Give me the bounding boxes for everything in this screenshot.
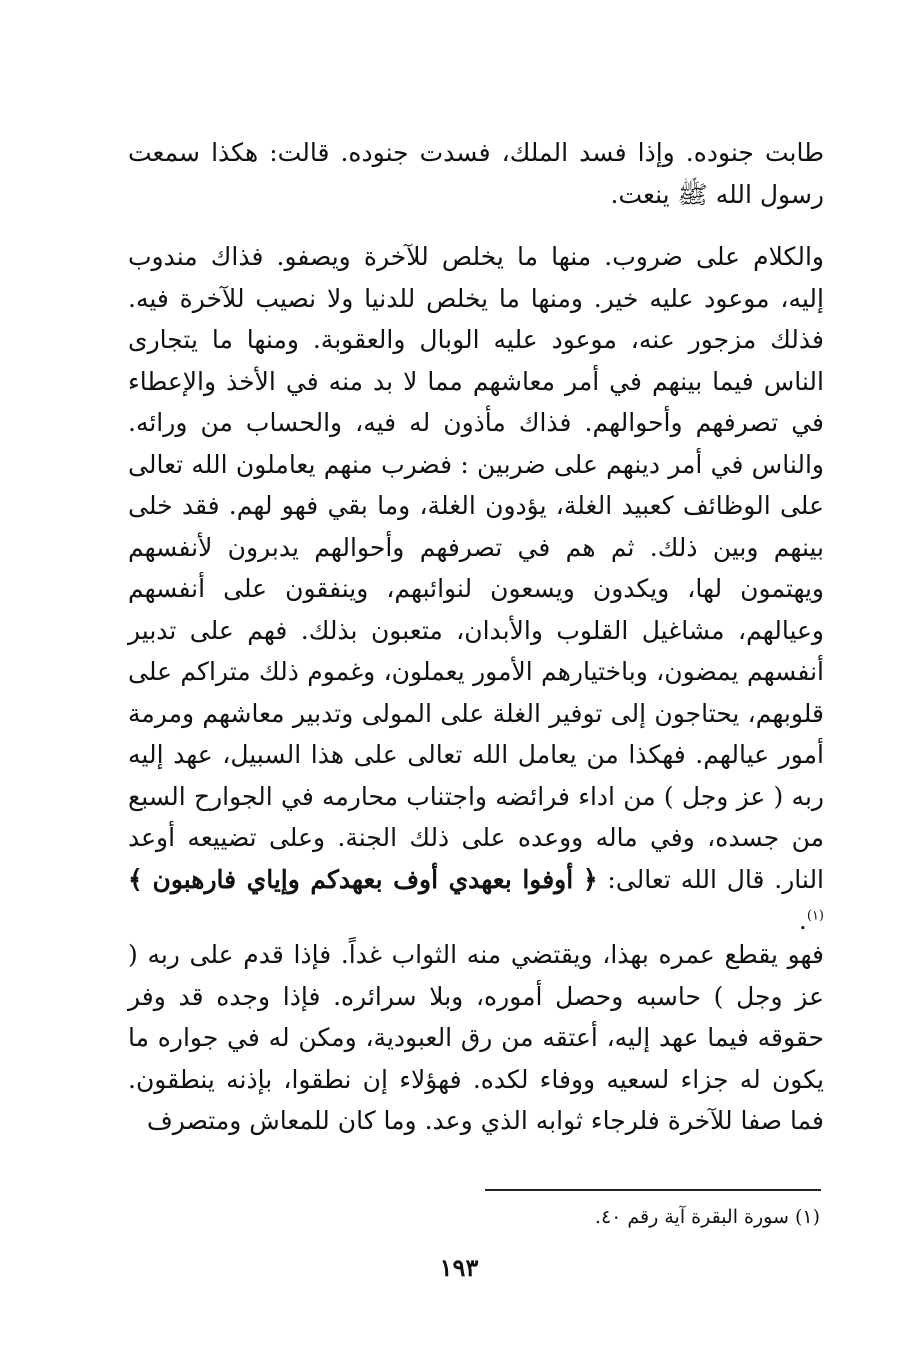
paragraph-text: طابت جنوده. وإذا فسد الملك، فسدت جنوده. قالت: هكذا سمعت رسول الله ﷺ ينعت.: [128, 138, 824, 209]
verse-close-bracket: ﴾: [128, 864, 143, 894]
footnote-reference: (١): [806, 908, 824, 924]
paragraph-reckoning: [128, 934, 856, 1142]
paragraph-text: والكلام على ضروب. منها ما يخلص للآخرة ويصفو. فذاك مندوب إليه، موعود عليه خير. ومنها ما يخلص للدنيا ولا نصيب للآخرة فيه. فذلك مزجور عنه، موعود عليه الوبال والعقوبة. ومنها ما يتجارى الناس فيما بينهم في أمر معاشهم مما لا بد منه في الأخذ والإعطاء في تصرفهم وأحوالهم. فذاك مأذون له فيه، والحساب من ورائه. والناس في أمر دينهم على ضربين : فضرب منهم يعاملون الله تعالى على الوظائف كعبيد الغلة، يؤدون الغلة، وما بقي فهو لهم. فقد خلى بينهم وبين ذلك. ثم هم في تصرفهم وأحوالهم يدبرون لأنفسهم ويهتمون لها، ويكدون ويسعون لنوائبهم، وينفقون على أنفسهم وعيالهم، مشاغيل القلوب والأبدان، متعبون بذلك. فهم على تدبير أنفسهم يمضون، وباختيارهم الأمور يعملون، وغموم ذلك متراكم على قلوبهم، يحتاجون إلى توفير الغلة على المولى وتدبير معاشهم ومرمة أمور عيالهم. فهكذا من يعامل الله تعالى على هذا السبيل، عهد إليه ربه ( عز وجل ) من اداء فرائضه واجتناب محارمه في الجوارح السبع من جسده، وفي ماله ووعده على ذلك الجنة. وعلى تضييعه أوعد النار. قال الله تعالى:: [128, 242, 825, 894]
sentence-end: .: [798, 906, 807, 935]
paragraph-continuation: [128, 132, 824, 215]
footnote: [300, 1203, 820, 1231]
paragraph-speech-types: [128, 236, 856, 942]
page-number: ١٩٣: [439, 1253, 479, 1282]
paragraph-text: فهو يقطع عمره بهذا، ويقتضي منه الثواب غداً. فإذا قدم على ربه ( عز وجل ) حاسبه وحصل أموره، وبلا سرائره. فإذا وجده قد وفر حقوقه فيما عهد إليه، أعتقه من رق العبودية، ومكن له في جواره ما يكون له جزاء لسعيه ووفاء لكده. فهؤلاء إن نطقوا، بإذنه ينطقون. فما صفا للآخرة فلرجاء ثوابه الذي وعد. وما كان للمعاش ومتصرف: [128, 940, 824, 1135]
footnote-divider: [485, 1189, 821, 1191]
footnote-text: (١) سورة البقرة آية رقم ٤٠.: [594, 1206, 820, 1228]
verse-open-bracket: ﴿: [582, 864, 598, 894]
quran-verse: أوفوا بعهدي أوف بعهدكم وإياي فارهبون: [152, 864, 574, 894]
